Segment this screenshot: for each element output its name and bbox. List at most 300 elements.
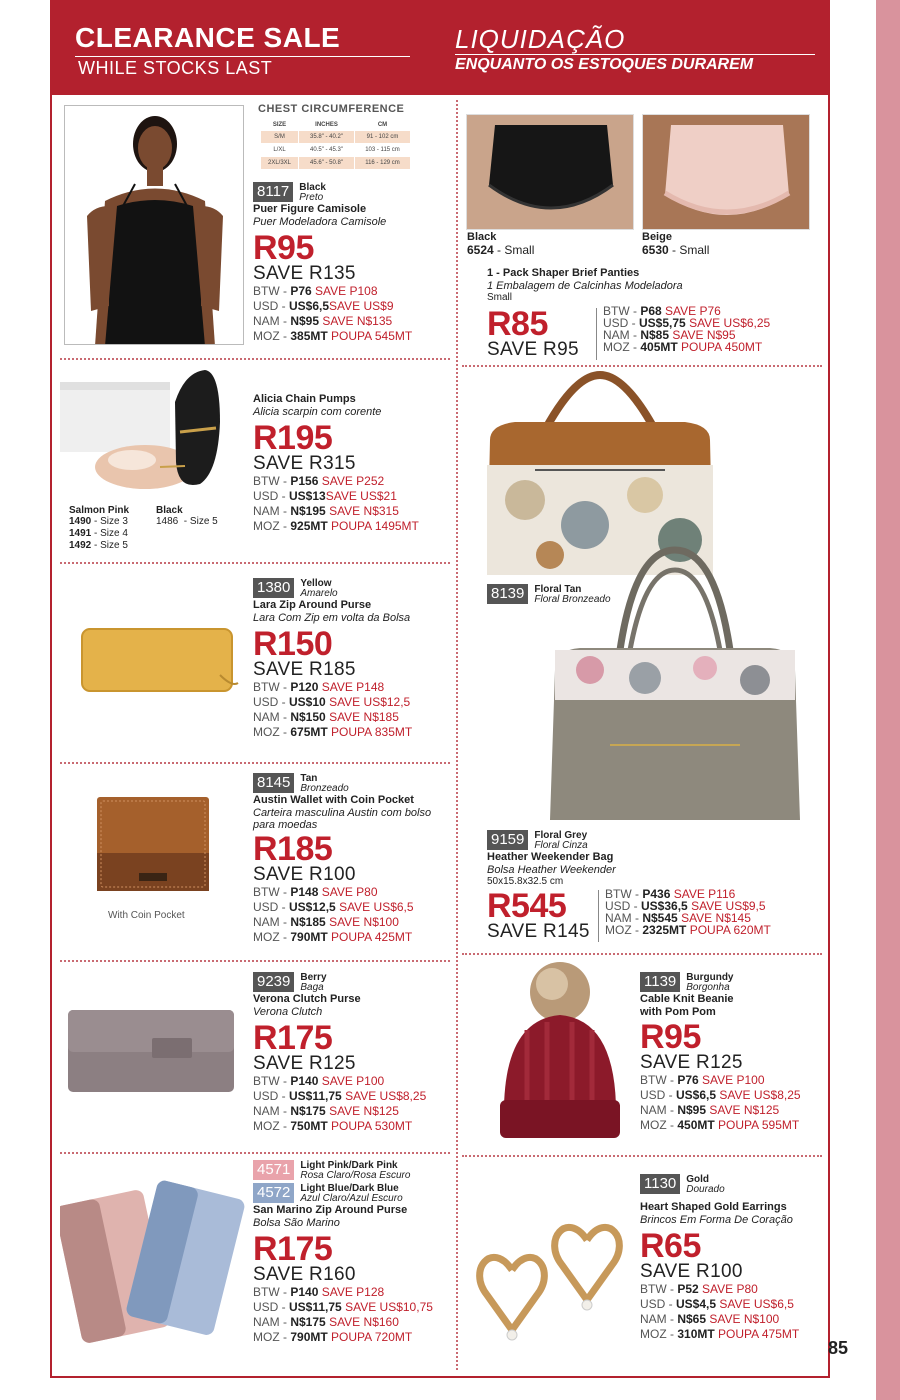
price-detail: SAVE N$100 <box>709 1312 780 1326</box>
color-name: Light Blue/Dark Blue <box>300 1183 399 1194</box>
price-line: USD - US$6,5 SAVE US$8,25 <box>640 1088 801 1102</box>
save-amount: SAVE R135 <box>253 263 356 284</box>
price-detail: POUPA 835MT <box>331 725 413 739</box>
black-variant: Black 6524 - Small <box>467 231 535 257</box>
price-detail: SAVE N$125 <box>329 1104 399 1118</box>
price-detail: MOZ <box>605 923 632 937</box>
price: R175 <box>253 1019 333 1057</box>
product-name: Alicia Chain Pumps <box>253 393 356 405</box>
color-name: Light Pink/Dark Pink <box>300 1160 398 1171</box>
price-line: MOZ - 675MT POUPA 835MT <box>253 725 413 739</box>
price-detail: P68 <box>640 304 662 318</box>
price-detail: SAVE P100 <box>321 1074 385 1088</box>
price-line: NAM - N$185 SAVE N$100 <box>253 915 399 929</box>
price-line: BTW - P156 SAVE P252 <box>253 474 385 488</box>
product-name-pt: Bolsa São Marino <box>253 1217 340 1229</box>
clutch-photo <box>66 1008 238 1096</box>
price-detail: US$6,5 <box>289 299 330 313</box>
color-name: Tan <box>300 773 318 784</box>
product-name: San Marino Zip Around Purse <box>253 1204 408 1216</box>
price-line: MOZ - 450MT POUPA 595MT <box>640 1118 800 1132</box>
price-line: BTW - P76 SAVE P100 <box>640 1073 765 1087</box>
price-detail: SAVE P108 <box>315 284 378 298</box>
price-detail: BTW <box>640 1073 667 1087</box>
price-detail: SAVE US$6,5 <box>339 900 414 914</box>
price-line: MOZ - 310MT POUPA 475MT <box>640 1327 800 1341</box>
product-name-line2: with Pom Pom <box>640 1006 716 1018</box>
price-detail: BTW <box>640 1282 667 1296</box>
size-chart-table <box>260 120 411 170</box>
color-name-pt: Rosa Claro/Rosa Escuro <box>300 1170 411 1181</box>
price-detail: 1490 <box>69 516 92 527</box>
header-subtitle: WHILE STOCKS LAST <box>78 58 273 78</box>
price-detail: Size 3 <box>100 516 128 527</box>
clutch-info <box>253 972 453 1134</box>
price: R65 <box>640 1227 701 1265</box>
product-name-pt: Bolsa Heather Weekender <box>487 864 616 876</box>
price: R150 <box>253 625 333 663</box>
price-detail: N$195 <box>290 504 326 518</box>
size-chart-cell: 103 - 115 cm <box>365 147 400 153</box>
product-code: 4572 <box>253 1183 294 1203</box>
price-line: NAM - N$150 SAVE N$185 <box>253 710 399 724</box>
price-detail: P76 <box>677 1073 699 1087</box>
price-line: BTW - P120 SAVE P148 <box>253 680 385 694</box>
price-detail: SAVE N$125 <box>709 1103 780 1117</box>
price-detail: 925MT <box>290 519 328 533</box>
price-line: NAM - N$65 SAVE N$100 <box>640 1312 780 1326</box>
color-name: Floral Grey <box>534 830 588 841</box>
price-detail: POUPA 450MT <box>681 340 763 354</box>
earrings-info <box>640 1174 820 1342</box>
row-divider <box>60 562 450 564</box>
price-detail: POUPA 475MT <box>718 1327 800 1341</box>
row-divider <box>60 762 450 764</box>
product-name-pt: Puer Modeladora Camisole <box>253 216 387 228</box>
color-name-pt: Azul Claro/Azul Escuro <box>300 1193 403 1204</box>
panties-info <box>487 267 817 360</box>
price-detail: SAVE N$160 <box>329 1315 399 1329</box>
wallet-photo <box>95 795 215 895</box>
size-chart-row <box>261 157 411 170</box>
header-title-pt: LIQUIDAÇÃO <box>455 24 626 54</box>
price-line: USD - US$11,75 SAVE US$10,75 <box>253 1300 433 1314</box>
save-amount: SAVE R125 <box>253 1053 356 1074</box>
price-line: MOZ - 405MT POUPA 450MT <box>603 340 763 354</box>
size-chart-header: INCHES <box>315 122 338 128</box>
black-panties-photo <box>466 114 634 230</box>
price-detail: P140 <box>290 1285 319 1299</box>
save-amount: SAVE R100 <box>253 864 356 885</box>
price-detail: N$545 <box>642 911 678 925</box>
price-detail: USD <box>253 900 279 914</box>
price-detail: P52 <box>677 1282 699 1296</box>
product-name: Puer Figure Camisole <box>253 203 367 215</box>
product-name-pt: 1 Embalagem de Calcinhas Modeladora <box>487 280 683 292</box>
price-detail: US$11,75 <box>289 1089 342 1103</box>
price-detail: USD <box>253 1300 279 1314</box>
price-detail: MOZ <box>253 519 280 533</box>
price-line: USD - US$6,5SAVE US$9 <box>253 299 394 313</box>
price-line: USD - US$4,5 SAVE US$6,5 <box>640 1297 794 1311</box>
price-line: MOZ - 790MT POUPA 425MT <box>253 930 413 944</box>
price-detail: POUPA 620MT <box>689 923 771 937</box>
page-number: 85 <box>828 1338 849 1358</box>
price-detail: US$12,5 <box>289 900 336 914</box>
camisole-info <box>253 182 453 344</box>
price-detail: P156 <box>290 474 319 488</box>
price-detail: MOZ <box>253 329 280 343</box>
price-detail: POUPA 595MT <box>718 1118 800 1132</box>
price-detail: USD <box>253 695 279 709</box>
price-detail: SAVE N$95 <box>672 328 736 342</box>
price-detail: MOZ <box>640 1118 667 1132</box>
price-detail: NAM <box>640 1312 667 1326</box>
size-chart-cell: 91 - 102 cm <box>355 131 411 144</box>
price-detail: N$150 <box>290 710 326 724</box>
size-chart-cell: 35.8" - 40.2" <box>299 131 355 144</box>
save-amount: SAVE R160 <box>253 1264 356 1285</box>
price-detail: 450MT <box>677 1118 715 1132</box>
price: R95 <box>640 1018 701 1056</box>
price-detail: US$11,75 <box>289 1300 342 1314</box>
beige-variant: Beige 6530 - Small <box>642 231 710 257</box>
product-name-pt: Carteira masculina Austin com bolso para moedas <box>253 807 432 831</box>
price-line: MOZ - 750MT POUPA 530MT <box>253 1119 413 1133</box>
price: R85 <box>487 305 548 343</box>
variant-color: Beige <box>642 231 672 243</box>
price-line: BTW - P76 SAVE P108 <box>253 284 378 298</box>
price-detail: POUPA 720MT <box>331 1330 413 1344</box>
header-divider-pt <box>455 54 815 55</box>
wallet-caption: With Coin Pocket <box>108 910 185 921</box>
price-detail: Size 5 <box>189 516 218 527</box>
price-detail: NAM <box>253 915 280 929</box>
color-name-pt: Amarelo <box>300 588 338 599</box>
product-code: 8117 <box>253 182 293 202</box>
save-amount: SAVE R145 <box>487 921 590 942</box>
color-name-pt: Preto <box>299 192 324 203</box>
price-detail: POUPA 1495MT <box>331 519 419 533</box>
price-detail: SAVE N$100 <box>329 915 399 929</box>
color-name-pt: Borgonha <box>686 982 730 993</box>
yellow-purse-photo <box>80 625 240 697</box>
price-detail: USD <box>640 1297 666 1311</box>
price-detail: SAVE US$8,25 <box>345 1089 427 1103</box>
color-name: Floral Tan <box>534 584 582 595</box>
price-detail: SAVE US$21 <box>325 489 397 503</box>
price: R175 <box>253 1230 333 1268</box>
row-divider <box>60 960 450 962</box>
wallet-info <box>253 773 453 945</box>
save-amount: SAVE R185 <box>253 659 356 680</box>
sanmarino-info <box>253 1160 453 1345</box>
price: R95 <box>253 229 314 267</box>
price-line: NAM - N$95 SAVE N$135 <box>253 314 393 328</box>
row-divider <box>462 365 822 367</box>
pumps-photo <box>60 362 240 502</box>
price-detail: USD <box>640 1088 666 1102</box>
price-detail: 2325MT <box>642 923 687 937</box>
product-name: 1 - Pack Shaper Brief Panties <box>487 267 640 279</box>
price-detail: N$175 <box>290 1315 326 1329</box>
price: R185 <box>253 830 333 868</box>
price-line: NAM - N$175 SAVE N$160 <box>253 1315 399 1329</box>
price-detail: N$175 <box>290 1104 326 1118</box>
price-detail: USD <box>253 489 279 503</box>
price-detail: NAM <box>253 314 280 328</box>
price-line: MOZ - 2325MT POUPA 620MT <box>605 923 771 937</box>
price-line: NAM - N$545 SAVE N$145 <box>605 911 751 925</box>
price-detail: SAVE US$6,25 <box>689 316 771 330</box>
variant-code: 6530 <box>642 243 669 257</box>
save-amount: SAVE R315 <box>253 453 356 474</box>
price-detail: 790MT <box>290 930 328 944</box>
price-detail: MOZ <box>253 1330 280 1344</box>
color-name-pt: Dourado <box>686 1184 725 1195</box>
price-line: NAM - N$85 SAVE N$95 <box>603 328 736 342</box>
price-detail: BTW <box>253 1074 280 1088</box>
price-detail: SAVE N$315 <box>329 504 399 518</box>
price-line: USD - US$36,5 SAVE US$9,5 <box>605 899 766 913</box>
product-name-pt: Alicia scarpin com corente <box>253 406 382 418</box>
price-detail: BTW <box>605 887 632 901</box>
price-detail: SAVE US$10,75 <box>345 1300 433 1314</box>
price-detail: BTW <box>253 885 280 899</box>
save-amount: SAVE R100 <box>640 1261 743 1282</box>
product-code: 4571 <box>253 1160 294 1180</box>
header-subtitle-pt: ENQUANTO OS ESTOQUES DURAREM <box>455 56 754 73</box>
price-detail: N$95 <box>290 314 320 328</box>
header-title: CLEARANCE SALE <box>75 22 341 53</box>
price-detail: NAM <box>253 710 280 724</box>
price-line: BTW - P148 SAVE P80 <box>253 885 378 899</box>
size-chart-cell: S/M <box>261 131 299 144</box>
price-detail: US$36,5 <box>641 899 688 913</box>
sanmarino-photo <box>60 1168 245 1353</box>
price-detail: SAVE US$9,5 <box>691 899 766 913</box>
product-name: Verona Clutch Purse <box>253 993 361 1005</box>
price-line: NAM - N$175 SAVE N$125 <box>253 1104 399 1118</box>
price-detail: USD <box>253 1089 279 1103</box>
price-line: MOZ - 790MT POUPA 720MT <box>253 1330 413 1344</box>
price-detail: SAVE US$8,25 <box>719 1088 801 1102</box>
price-detail: BTW <box>253 284 280 298</box>
price-detail: SAVE P76 <box>665 304 721 318</box>
product-code: 8139 <box>487 584 528 604</box>
price-detail: Size 5 <box>100 540 128 551</box>
price-line: NAM - N$195 SAVE N$315 <box>253 504 399 518</box>
price-detail: P76 <box>290 284 312 298</box>
price-detail: SAVE P148 <box>321 680 385 694</box>
price-detail: SAVE P252 <box>321 474 385 488</box>
price-detail: N$95 <box>677 1103 707 1117</box>
beige-panties-photo <box>642 114 810 230</box>
price-detail: P120 <box>290 680 319 694</box>
price-detail: P436 <box>642 887 671 901</box>
price-detail: SAVE P80 <box>702 1282 758 1296</box>
size-chart-cell: 45.6" - 50.8" <box>299 157 355 170</box>
size-chart-cell: L/XL <box>273 147 286 153</box>
price-detail: NAM <box>253 504 280 518</box>
pumps-variant-pink: Salmon Pink 1490 - Size 3 1491 - Size 4 1492 - Size 5 <box>69 505 130 551</box>
price-detail: MOZ <box>253 725 280 739</box>
price-detail: SAVE P80 <box>321 885 378 899</box>
size-chart-header: SIZE <box>272 122 287 128</box>
beanie-info <box>640 972 820 1133</box>
price-line: USD - US$5,75 SAVE US$6,25 <box>603 316 771 330</box>
product-name: Cable Knit Beanie <box>640 993 734 1005</box>
camisole-photo <box>64 105 244 345</box>
color-name: Burgundy <box>686 972 734 983</box>
variant-size: Small <box>679 243 710 257</box>
price-line: MOZ - 925MT POUPA 1495MT <box>253 519 419 533</box>
header-divider <box>75 56 410 57</box>
price-detail: SAVE US$6,5 <box>719 1297 794 1311</box>
variant-code: 6524 <box>467 243 494 257</box>
price-detail: SAVE N$135 <box>322 314 393 328</box>
size-chart-cell: 40.5" - 45.3" <box>310 147 343 153</box>
price-line: USD - US$11,75 SAVE US$8,25 <box>253 1089 427 1103</box>
row-divider <box>462 1155 822 1157</box>
price-detail: USD <box>253 299 279 313</box>
pumps-info <box>253 393 453 534</box>
beanie-photo <box>492 960 627 1145</box>
size-chart-title: CHEST CIRCUMFERENCE <box>258 103 405 115</box>
weekender-info <box>487 830 817 942</box>
product-code: 1130 <box>640 1174 680 1194</box>
price-detail: N$85 <box>640 328 670 342</box>
price-detail: NAM <box>253 1315 280 1329</box>
price-detail: BTW <box>253 680 280 694</box>
color-name-pt: Floral Bronzeado <box>534 594 611 605</box>
price-detail: US$6,5 <box>676 1088 717 1102</box>
variant-size: Small <box>504 243 535 257</box>
size-chart-cell: 2XL/3XL <box>261 157 299 170</box>
size-chart-header: CM <box>377 122 388 128</box>
price-detail: US$5,75 <box>639 316 686 330</box>
price-detail: 1491 <box>69 528 92 539</box>
price-detail: 405MT <box>640 340 678 354</box>
product-code: 1139 <box>640 972 680 992</box>
price-line: MOZ - 385MT POUPA 545MT <box>253 329 413 343</box>
weekender-grey-photo <box>535 540 815 830</box>
product-code: 9239 <box>253 972 294 992</box>
variant-color: Black <box>156 505 183 516</box>
product-name-pt: Brincos Em Forma De Coração <box>640 1214 793 1226</box>
product-code: 1380 <box>253 578 294 598</box>
product-size: Small <box>487 292 513 303</box>
price: R195 <box>253 419 333 457</box>
price-detail: NAM <box>640 1103 667 1117</box>
price-detail: NAM <box>253 1104 280 1118</box>
size-chart-header-row <box>261 120 411 131</box>
product-name: Heather Weekender Bag <box>487 851 614 863</box>
price-detail: POUPA 530MT <box>331 1119 413 1133</box>
price: R545 <box>487 887 567 925</box>
price-detail: 675MT <box>290 725 328 739</box>
product-name: Austin Wallet with Coin Pocket <box>253 794 414 806</box>
price-detail: USD <box>603 316 629 330</box>
row-divider <box>462 953 822 955</box>
price-detail: NAM <box>605 911 632 925</box>
color-name: Black <box>299 182 326 193</box>
color-name-pt: Baga <box>300 982 324 993</box>
size-chart-row <box>261 131 411 144</box>
price-detail: SAVE US$12,5 <box>329 695 411 709</box>
price-detail: BTW <box>253 474 280 488</box>
price-detail: POUPA 545MT <box>331 329 413 343</box>
page-header <box>50 0 830 95</box>
price-detail: USD <box>605 899 631 913</box>
price-line: USD - US$13SAVE US$21 <box>253 489 397 503</box>
product-code: 8145 <box>253 773 294 793</box>
color-name: Yellow <box>300 578 332 589</box>
price-detail: POUPA 425MT <box>331 930 413 944</box>
price-line: BTW - P68 SAVE P76 <box>603 304 721 318</box>
price-detail: 310MT <box>677 1327 715 1341</box>
price-detail: BTW <box>603 304 630 318</box>
price-detail: SAVE P116 <box>673 887 736 901</box>
price-line: BTW - P52 SAVE P80 <box>640 1282 758 1296</box>
earrings-photo <box>472 1200 632 1350</box>
product-dimensions: 50x15.8x32.5 cm <box>487 876 564 887</box>
price-detail: BTW <box>253 1285 280 1299</box>
row-divider <box>60 1152 450 1154</box>
size-chart <box>258 103 428 170</box>
purse-info <box>253 578 453 740</box>
price-line: BTW - P436 SAVE P116 <box>605 887 736 901</box>
price-detail: US$10 <box>289 695 326 709</box>
price-detail: SAVE P128 <box>321 1285 385 1299</box>
price-detail: 790MT <box>290 1330 328 1344</box>
price-line: BTW - P140 SAVE P128 <box>253 1285 385 1299</box>
price-detail: MOZ <box>253 1119 280 1133</box>
column-divider <box>456 100 458 1370</box>
price-detail: MOZ <box>253 930 280 944</box>
price-detail: N$185 <box>290 915 326 929</box>
price-line: USD - US$12,5 SAVE US$6,5 <box>253 900 414 914</box>
product-name-pt: Lara Com Zip em volta da Bolsa <box>253 612 411 624</box>
price-detail: SAVE N$185 <box>329 710 399 724</box>
size-chart-cell: 116 - 129 cm <box>355 157 411 170</box>
variant-color: Salmon Pink <box>69 505 130 516</box>
color-name: Berry <box>300 972 327 983</box>
price-detail: US$4,5 <box>676 1297 717 1311</box>
product-name: Lara Zip Around Purse <box>253 599 372 611</box>
product-name-pt: Verona Clutch <box>253 1006 323 1018</box>
product-name: Heart Shaped Gold Earrings <box>640 1201 787 1213</box>
price-detail: MOZ <box>603 340 630 354</box>
price-line: BTW - P140 SAVE P100 <box>253 1074 385 1088</box>
color-name: Gold <box>686 1174 710 1185</box>
pumps-variant-black: Black 1486 - Size 5 <box>156 505 218 527</box>
price-line: NAM - N$95 SAVE N$125 <box>640 1103 780 1117</box>
price-detail: 1486 <box>156 516 179 527</box>
row-divider <box>60 358 450 360</box>
price-detail: 1492 <box>69 540 92 551</box>
price-detail: 750MT <box>290 1119 328 1133</box>
save-amount: SAVE R95 <box>487 339 579 360</box>
price-detail: SAVE N$145 <box>681 911 751 925</box>
price-detail: US$13 <box>289 489 326 503</box>
price-detail: SAVE US$9 <box>329 299 394 313</box>
price-detail: Size 4 <box>100 528 128 539</box>
price-detail: N$65 <box>677 1312 707 1326</box>
save-amount: SAVE R125 <box>640 1052 743 1073</box>
price-detail: SAVE P100 <box>702 1073 765 1087</box>
price-detail: MOZ <box>640 1327 667 1341</box>
